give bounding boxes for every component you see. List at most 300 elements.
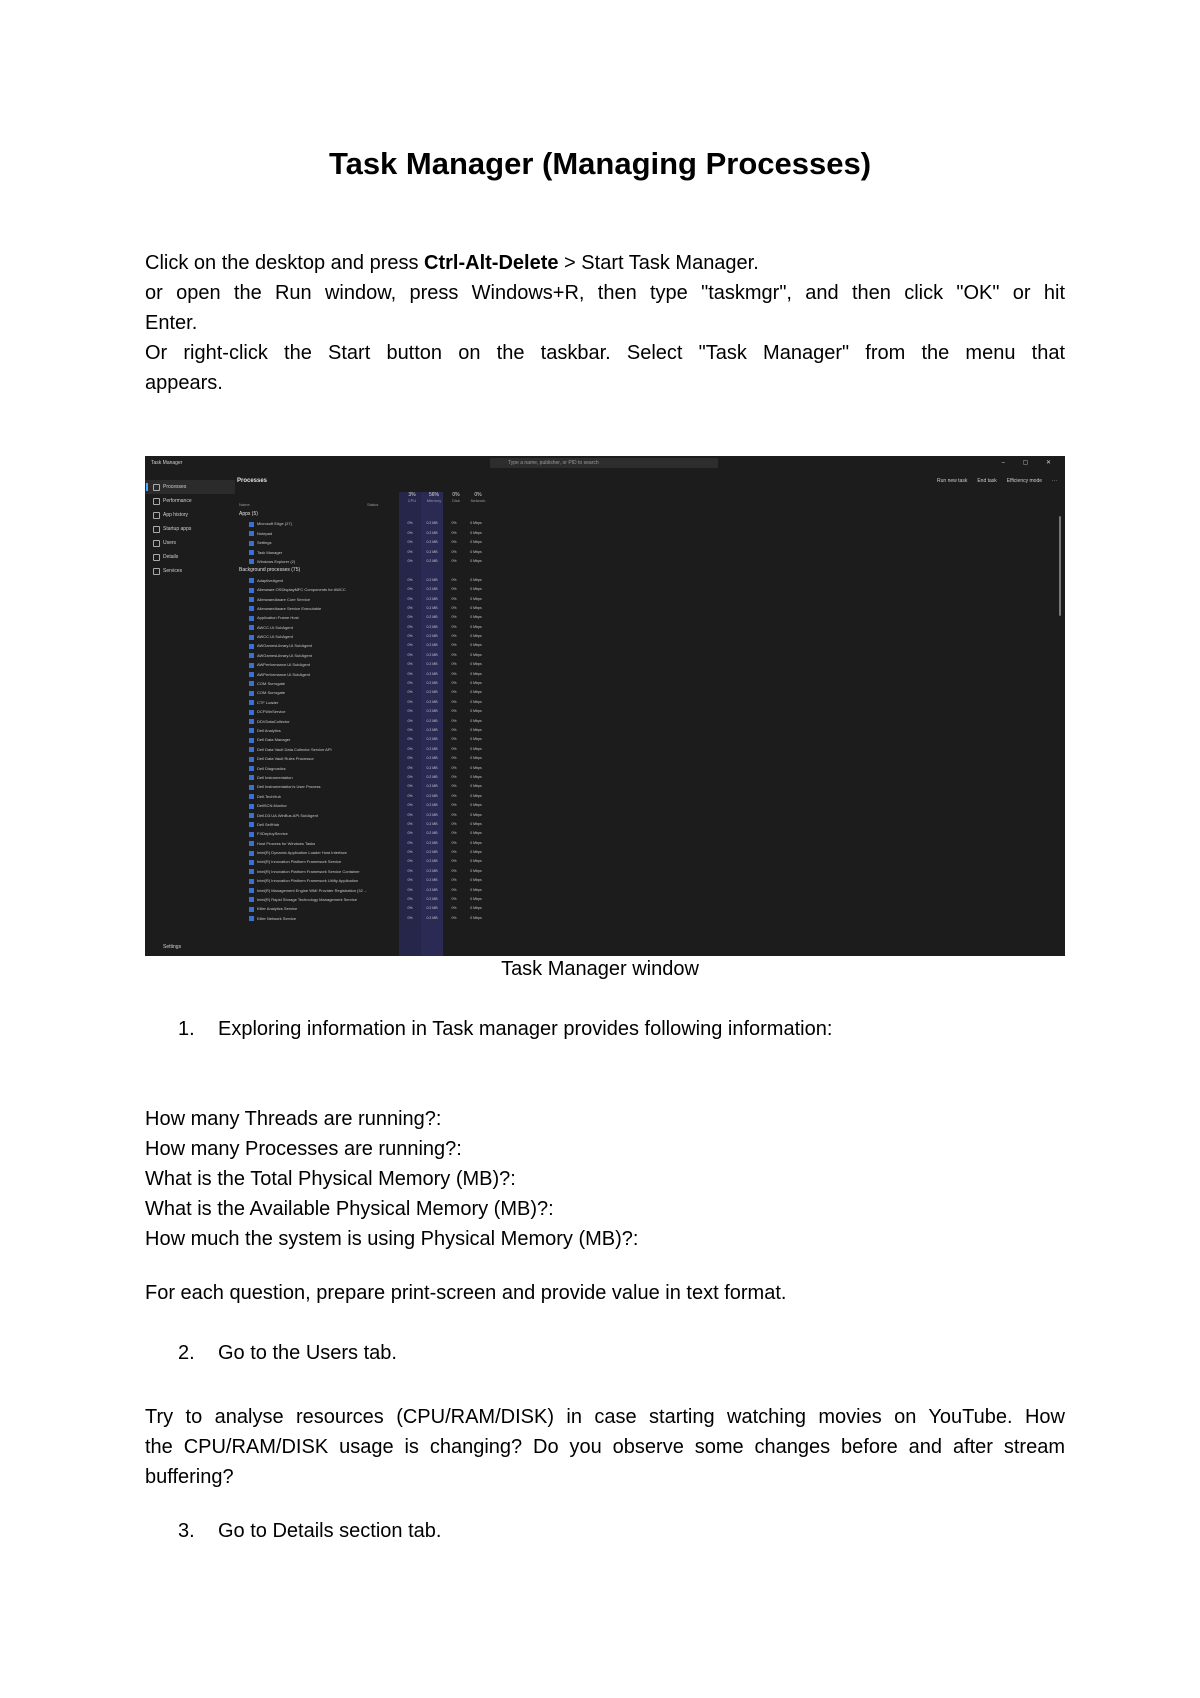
process-icon (249, 757, 254, 762)
tm-process-name: AWCC.UI.SubAgent (257, 634, 293, 640)
tm-toolbar-button[interactable]: End task (977, 478, 997, 484)
tm-value-cell: 0% (407, 784, 413, 789)
tm-value-cell: 0.2 MB (426, 831, 438, 836)
tm-nav-item[interactable]: Startup apps (145, 522, 235, 536)
tm-value-cell: 0% (451, 803, 457, 808)
tm-nav-item[interactable]: Services (145, 564, 235, 578)
process-icon (249, 588, 254, 593)
tm-process-name: Killer Analytics Service (257, 906, 298, 912)
tm-value-cell: 0% (451, 530, 457, 535)
tm-value-cell: 0 Mbps (470, 756, 482, 761)
tm-value-cell: 0 Mbps (470, 906, 482, 911)
tm-col-status: Status (367, 502, 379, 507)
tm-value-cell: 0% (407, 746, 413, 751)
process-icon (249, 738, 254, 743)
process-icon (249, 710, 254, 715)
tm-value-cell: 0.2 MB (426, 803, 438, 808)
tm-value-row (399, 548, 509, 557)
tm-metric-pct: 0% (452, 492, 460, 498)
tm-value-row (399, 641, 509, 650)
tm-value-cell: 0% (407, 793, 413, 798)
tm-value-cell: 0% (407, 652, 413, 657)
tm-value-cell: 0.2 MB (426, 681, 438, 686)
tm-value-cell: 0% (451, 662, 457, 667)
tm-value-cell: 0% (451, 521, 457, 526)
tm-value-cell: 0.2 MB (426, 821, 438, 826)
tm-value-cell: 0.2 MB (426, 624, 438, 629)
process-icon (249, 851, 254, 856)
tm-value-cell: 0.2 MB (426, 774, 438, 779)
process-icon (249, 559, 254, 564)
question-used-memory: How much the system is using Physical Memory (MB)?: (145, 1228, 639, 1250)
tm-value-row (399, 576, 509, 585)
tm-value-cell: 0% (407, 821, 413, 826)
tm-value-cell: 0 Mbps (470, 840, 482, 845)
tm-value-cell: 0% (451, 615, 457, 620)
tm-value-row (399, 801, 509, 810)
tm-value-row (399, 839, 509, 848)
tm-value-cell: 0% (451, 577, 457, 582)
tm-value-row (399, 670, 509, 679)
tm-value-row (399, 895, 509, 904)
tm-value-cell: 0% (451, 718, 457, 723)
tm-value-row (399, 811, 509, 820)
tm-nav (145, 480, 235, 578)
tm-value-cell: 0% (451, 709, 457, 714)
tm-process-name: AWCC.UI.SubAgent (257, 624, 293, 630)
tm-value-cell: 0 Mbps (470, 615, 482, 620)
task-manager-screenshot (145, 456, 1065, 956)
tm-value-cell: 0% (407, 699, 413, 704)
tm-value-cell: 0% (407, 558, 413, 563)
tm-value-cell: 0 Mbps (470, 521, 482, 526)
process-icon (249, 578, 254, 583)
tm-value-cell: 0% (407, 859, 413, 864)
tm-value-row (399, 557, 509, 566)
tm-process-name: Alienware OSDisplayMFC Components for AWCC (257, 587, 346, 593)
tm-process-name: Dell Instrumentation (257, 774, 293, 780)
tm-value-cell: 0% (451, 746, 457, 751)
tm-process-name: AlienwareAware Core Service (257, 596, 311, 602)
tm-process-name: AWGamesLibrary.UI.SubAgent (257, 652, 312, 658)
tm-value-row (399, 848, 509, 857)
tm-value-cell: 0% (451, 540, 457, 545)
figure-caption: Task Manager window (501, 958, 699, 980)
tm-value-cell: 0 Mbps (470, 709, 482, 714)
tm-metric-pct: 0% (474, 492, 482, 498)
tm-value-row (399, 782, 509, 791)
tm-group-header: Background processes (75) (239, 567, 301, 574)
tm-process-name: Windows Explorer (2) (257, 558, 296, 564)
process-icon (249, 813, 254, 818)
tm-value-cell: 0 Mbps (470, 812, 482, 817)
tm-value-cell: 0 Mbps (470, 793, 482, 798)
tm-value-cell: 0 Mbps (470, 831, 482, 836)
tm-value-row (399, 679, 509, 688)
tm-value-cell: 0% (407, 868, 413, 873)
tm-metric-header[interactable] (465, 492, 491, 503)
tm-value-cell: 0% (407, 605, 413, 610)
tm-nav-item[interactable]: Users (145, 536, 235, 550)
tm-value-cell: 0% (407, 878, 413, 883)
tm-value-cell: 0 Mbps (470, 878, 482, 883)
tm-value-row (399, 735, 509, 744)
tm-toolbar-button[interactable]: ··· (1052, 478, 1057, 484)
tm-value-cell: 0.2 MB (426, 897, 438, 902)
intro-line-4: Or right-click the Start button on the taskbar. Select "Task Manager" from the menu that (145, 342, 1065, 364)
tm-value-cell: 0 Mbps (470, 624, 482, 629)
tm-value-cell: 0.2 MB (426, 840, 438, 845)
tm-value-cell: 0 Mbps (470, 803, 482, 808)
tm-value-row (399, 867, 509, 876)
process-icon (249, 550, 254, 555)
tm-value-cell: 0.2 MB (426, 859, 438, 864)
tm-value-cell: 0% (407, 577, 413, 582)
process-icon (249, 700, 254, 705)
tm-process-name: DellSCN.Monitor (257, 803, 287, 809)
process-icon (249, 860, 254, 865)
tm-value-cell: 0% (451, 821, 457, 826)
tm-value-cell: 0 Mbps (470, 690, 482, 695)
tm-nav-item[interactable]: App history (145, 508, 235, 522)
tm-value-cell: 0% (451, 596, 457, 601)
tm-value-cell: 0.2 MB (426, 634, 438, 639)
process-icon (249, 832, 254, 837)
process-icon (249, 635, 254, 640)
tm-value-cell: 0% (451, 840, 457, 845)
tm-value-cell: 0.2 MB (426, 558, 438, 563)
tm-value-cell: 0% (407, 587, 413, 592)
tm-value-cell: 0.2 MB (426, 671, 438, 676)
tm-process-name: Intel(R) Innovation Platform Framework Service (257, 859, 342, 865)
tm-value-columns (399, 510, 509, 923)
list-item-1: 1. Exploring information in Task manager provides following information: (178, 1018, 833, 1040)
tm-process-name: Dell SelfHub (257, 821, 280, 827)
tm-value-row (399, 745, 509, 754)
tm-value-cell: 0 Mbps (470, 727, 482, 732)
tm-value-row (399, 792, 509, 801)
tm-value-row (399, 773, 509, 782)
process-icon (249, 766, 254, 771)
tm-toolbar-button[interactable]: Run new task (937, 478, 968, 484)
process-icon (249, 625, 254, 630)
process-icon (249, 597, 254, 602)
tm-metric-label: Network (470, 498, 486, 503)
tm-value-cell: 0% (451, 897, 457, 902)
question-threads: How many Threads are running?: (145, 1108, 442, 1130)
tm-value-cell: 0.2 MB (426, 906, 438, 911)
tm-value-row (399, 538, 509, 547)
tm-value-cell: 0% (451, 812, 457, 817)
tm-process-name: DCFWinService (257, 709, 286, 715)
tm-value-cell: 0.2 MB (426, 530, 438, 535)
tm-process-name: Intel(R) Management Engine WMI Provider Registration (32 ... (257, 887, 368, 893)
tm-value-cell: 0.2 MB (426, 549, 438, 554)
tm-value-cell: 0% (451, 784, 457, 789)
tm-value-row (399, 613, 509, 622)
tm-value-cell: 0% (407, 671, 413, 676)
tm-value-cell: 0% (407, 737, 413, 742)
tm-value-cell: 0.2 MB (426, 793, 438, 798)
tm-toolbar-button[interactable]: Efficiency mode (1006, 478, 1042, 484)
tm-value-row (399, 707, 509, 716)
tm-value-cell: 0% (451, 605, 457, 610)
tm-value-cell: 0% (451, 906, 457, 911)
tm-value-cell: 0.2 MB (426, 718, 438, 723)
tm-value-cell: 0% (407, 549, 413, 554)
tm-value-row (399, 632, 509, 641)
tm-value-cell: 0 Mbps (470, 887, 482, 892)
tm-value-cell: 0 Mbps (470, 850, 482, 855)
tm-value-cell: 0.2 MB (426, 812, 438, 817)
tm-value-row (399, 764, 509, 773)
tm-value-row (399, 519, 509, 528)
tm-process-name: Host Process for Windows Tasks (257, 840, 316, 846)
tm-value-cell: 0.2 MB (426, 756, 438, 761)
tm-process-name: COM Surrogate (257, 681, 286, 687)
tm-process-name: Dell.TechHub (257, 793, 281, 799)
tm-value-cell: 0% (451, 887, 457, 892)
tm-value-cell: 0 Mbps (470, 784, 482, 789)
tm-value-cell: 0 Mbps (470, 643, 482, 648)
tm-value-row (399, 829, 509, 838)
tm-process-name: CTF Loader (257, 699, 279, 705)
tm-value-cell: 0 Mbps (470, 897, 482, 902)
tm-value-cell: 0.2 MB (426, 699, 438, 704)
tm-process-name: COM Surrogate (257, 690, 286, 696)
tm-value-row (399, 698, 509, 707)
tm-nav-item[interactable]: Performance (145, 494, 235, 508)
tm-value-cell: 0.2 MB (426, 662, 438, 667)
tm-process-name: Killer Network Service (257, 915, 297, 921)
tm-value-cell: 0 Mbps (470, 662, 482, 667)
tm-value-cell: 0.2 MB (426, 615, 438, 620)
tm-value-cell: 0 Mbps (470, 821, 482, 826)
tm-process-name: AWPerformance.UI.SubAgent (257, 662, 310, 668)
tm-value-row (399, 529, 509, 538)
tm-value-cell: 0% (407, 850, 413, 855)
tm-value-cell: 0.2 MB (426, 887, 438, 892)
process-icon (249, 775, 254, 780)
process-icon (249, 681, 254, 686)
tm-value-cell: 0 Mbps (470, 587, 482, 592)
process-icon (249, 691, 254, 696)
tm-value-cell: 0% (451, 831, 457, 836)
process-icon (249, 879, 254, 884)
tm-value-row (399, 754, 509, 763)
tm-value-cell: 0 Mbps (470, 774, 482, 779)
process-icon (249, 653, 254, 658)
tm-value-row (399, 886, 509, 895)
tm-value-row (399, 688, 509, 697)
tm-value-cell: 0% (407, 530, 413, 535)
tm-value-cell: 0% (407, 615, 413, 620)
tm-process-name: Intel(R) Innovation Platform Framework Service Container (257, 868, 360, 874)
tm-value-cell: 0% (451, 850, 457, 855)
tm-value-cell: 0% (451, 681, 457, 686)
tm-value-cell: 0.2 MB (426, 850, 438, 855)
tm-value-cell: 0.2 MB (426, 709, 438, 714)
tm-value-cell: 0% (407, 915, 413, 920)
tm-value-cell: 0% (407, 812, 413, 817)
tm-value-cell: 0.2 MB (426, 690, 438, 695)
tm-process-name: Intel(R) Rapid Storage Technology Management Service (257, 897, 357, 903)
tm-value-cell: 0 Mbps (470, 681, 482, 686)
tm-value-cell: 0.2 MB (426, 577, 438, 582)
process-icon (249, 644, 254, 649)
tm-value-cell: 0% (451, 859, 457, 864)
tm-value-cell: 0.2 MB (426, 784, 438, 789)
tm-process-name: Task Manager (257, 549, 283, 555)
tm-value-row (399, 914, 509, 923)
tm-metric-label: CPU (407, 498, 417, 503)
tm-value-cell: 0 Mbps (470, 549, 482, 554)
tm-value-row (399, 604, 509, 613)
tm-value-row (399, 651, 509, 660)
tm-process-name: AdaptiveAgent (257, 577, 284, 583)
tm-value-cell: 0 Mbps (470, 915, 482, 920)
print-screen-note: For each question, prepare print-screen and provide value in text format. (145, 1282, 787, 1304)
tm-value-cell: 0% (407, 774, 413, 779)
tm-value-row (399, 717, 509, 726)
tm-process-name: Intel(R) Innovation Platform Framework Utility Application (257, 878, 359, 884)
intro-paragraph (145, 248, 1065, 398)
tm-value-row (399, 876, 509, 885)
process-icon (249, 822, 254, 827)
process-icon (249, 616, 254, 621)
tm-process-name: Dell Analytics (257, 727, 281, 733)
tm-header: Processes (237, 478, 268, 484)
tm-process-name: Intel(R) Dynamic Application Loader Host Interface (257, 850, 347, 856)
tm-value-cell: 0 Mbps (470, 634, 482, 639)
tm-value-cell: 0% (451, 793, 457, 798)
tm-metric-pct: 56% (428, 492, 439, 498)
tm-app-title: Task Manager (151, 460, 183, 466)
tm-value-cell: 0% (407, 906, 413, 911)
process-icon (249, 663, 254, 668)
tm-value-cell: 0 Mbps (470, 558, 482, 563)
tm-nav-item[interactable]: Details (145, 550, 235, 564)
tm-value-cell: 0% (451, 624, 457, 629)
tm-value-cell: 0% (451, 868, 457, 873)
question-list (145, 1104, 638, 1254)
tm-value-cell: 0.2 MB (426, 605, 438, 610)
process-icon (249, 719, 254, 724)
tm-value-cell: 0.2 MB (426, 746, 438, 751)
tm-value-cell: 0% (451, 765, 457, 770)
tm-value-cell: 0% (407, 662, 413, 667)
tm-toolbar (927, 478, 1057, 484)
tm-value-row (399, 820, 509, 829)
process-icon (249, 869, 254, 874)
tm-metric-label: Disk (452, 498, 460, 503)
tm-col-name: Name (239, 502, 250, 507)
tm-value-cell: 0.2 MB (426, 652, 438, 657)
analyse-line-2: the CPU/RAM/DISK usage is changing? Do you observe some changes before and after stream (145, 1436, 1065, 1458)
tm-value-cell: 0 Mbps (470, 540, 482, 545)
tm-process-name: DDVDataCollector (257, 718, 290, 724)
tm-value-cell: 0.2 MB (426, 643, 438, 648)
analyse-line-1: Try to analyse resources (CPU/RAM/DISK) in case starting watching movies on YouTube. How (145, 1406, 1065, 1428)
process-icon (249, 785, 254, 790)
tm-value-cell: 0% (407, 840, 413, 845)
tm-value-cell: 0 Mbps (470, 530, 482, 535)
tm-group-header: Apps (5) (239, 511, 258, 517)
list-item-2: 2. Go to the Users tab. (178, 1342, 397, 1364)
tm-value-cell: 0% (407, 624, 413, 629)
tm-value-cell: 0 Mbps (470, 765, 482, 770)
tm-scrollbar (1059, 516, 1061, 616)
tm-value-cell: 0 Mbps (470, 737, 482, 742)
tm-value-cell: 0% (451, 915, 457, 920)
tm-value-row (399, 595, 509, 604)
tm-value-cell: 0.2 MB (426, 868, 438, 873)
process-icon (249, 907, 254, 912)
tm-value-cell: 0.2 MB (426, 737, 438, 742)
tm-process-name: FXDeployService (257, 831, 288, 837)
tm-value-cell: 0% (407, 521, 413, 526)
process-icon (249, 522, 254, 527)
tm-value-cell: 0% (407, 596, 413, 601)
tm-value-cell: 0 Mbps (470, 577, 482, 582)
tm-process-name: Notepad (257, 530, 273, 536)
tm-value-spacer (399, 566, 509, 575)
tm-value-cell: 0% (451, 587, 457, 592)
tm-process-name: AlienwareAware Service Executable (257, 605, 322, 611)
tm-value-cell: 0% (451, 549, 457, 554)
tm-value-cell: 0% (407, 540, 413, 545)
tm-value-row (399, 904, 509, 913)
tm-value-cell: 0% (451, 558, 457, 563)
tm-process-name: Dell Diagnostics (257, 765, 286, 771)
tm-value-cell: 0% (451, 737, 457, 742)
tm-value-cell: 0% (451, 774, 457, 779)
tm-metric-label: Memory (426, 498, 442, 503)
process-icon (249, 747, 254, 752)
question-processes: How many Processes are running?: (145, 1138, 462, 1160)
tm-value-cell: 0% (451, 690, 457, 695)
intro-line-2: or open the Run window, press Windows+R, then type "taskmgr", and then click "OK" or hit (145, 282, 1065, 304)
tm-value-cell: 0 Mbps (470, 868, 482, 873)
process-icon (249, 531, 254, 536)
tm-value-cell: 0% (407, 831, 413, 836)
tm-value-cell: 0% (451, 756, 457, 761)
intro-line-3: Enter. (145, 312, 198, 334)
process-icon (249, 541, 254, 546)
tm-window-buttons: – ▢ ✕ (1001, 460, 1059, 466)
intro-line-1: Click on the desktop and press Ctrl-Alt-Delete > Start Task Manager. (145, 252, 759, 274)
tm-value-cell: 0 Mbps (470, 699, 482, 704)
tm-value-cell: 0% (451, 634, 457, 639)
tm-nav-item[interactable]: Processes (145, 480, 235, 494)
tm-process-name: Dell Data Vault Rules Processor (257, 756, 314, 762)
tm-value-cell: 0% (407, 756, 413, 761)
tm-value-cell: 0.2 MB (426, 915, 438, 920)
tm-value-cell: 0% (407, 887, 413, 892)
tm-value-cell: 0% (451, 878, 457, 883)
process-icon (249, 841, 254, 846)
tm-value-cell: 0% (451, 643, 457, 648)
analyse-line-3: buffering? (145, 1466, 234, 1488)
analyse-paragraph (145, 1402, 1065, 1492)
tm-value-cell: 0% (407, 634, 413, 639)
tm-process-name: Dell.D3.UA.WinBus.API.SubAgent (257, 812, 318, 818)
process-icon (249, 897, 254, 902)
tm-value-cell: 0.2 MB (426, 587, 438, 592)
tm-process-name: Dell Instrumentation's User Process (257, 784, 321, 790)
tm-value-cell: 0 Mbps (470, 718, 482, 723)
process-icon (249, 916, 254, 921)
